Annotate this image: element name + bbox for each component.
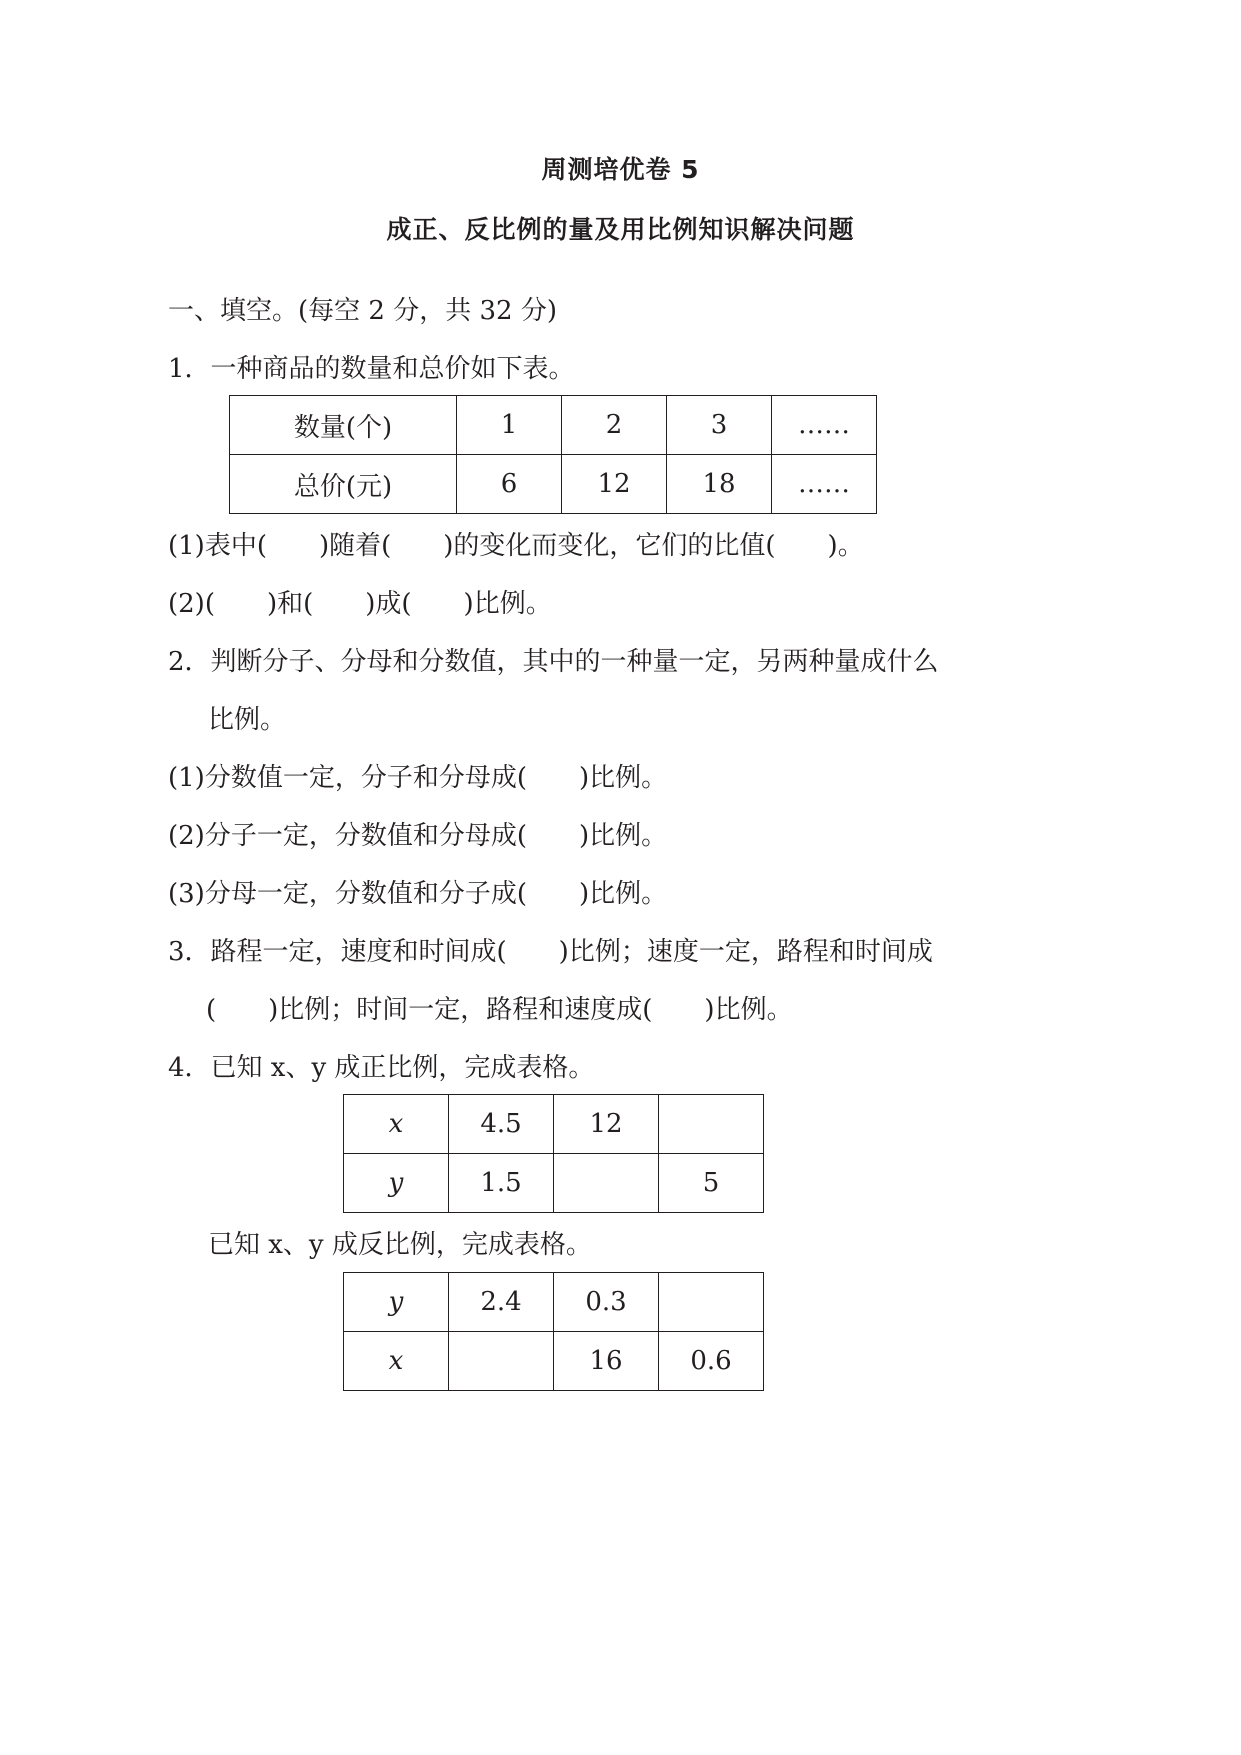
table-cell: x	[344, 1332, 449, 1391]
table-cell: 3	[667, 396, 772, 455]
question-2-sub-2: (2)分子一定，分数值和分母成( )比例。	[168, 821, 668, 851]
table-cell: 1	[457, 396, 562, 455]
question-1-sub-1: (1)表中( )随着( )的变化而变化，它们的比值( )。	[168, 531, 864, 561]
question-1-text: 1．一种商品的数量和总价如下表。	[168, 354, 575, 384]
page-title: 周测培优卷 5	[541, 155, 700, 184]
inverse-proportion-table	[343, 1272, 764, 1391]
table-cell: x	[344, 1095, 449, 1154]
table-cell: ……	[772, 396, 877, 455]
table-cell: 2.4	[449, 1273, 554, 1332]
table-cell: 16	[554, 1332, 659, 1391]
table-cell: 12	[554, 1095, 659, 1154]
table-cell: 2	[562, 396, 667, 455]
table-cell: 数量(个)	[230, 396, 457, 455]
table-cell: 4.5	[449, 1095, 554, 1154]
direct-proportion-table	[343, 1094, 764, 1213]
question-2-sub-1: (1)分数值一定，分子和分母成( )比例。	[168, 763, 668, 793]
table-cell	[554, 1154, 659, 1213]
table-cell: 0.3	[554, 1273, 659, 1332]
table-cell: 12	[562, 455, 667, 514]
table-row	[230, 455, 877, 514]
table-cell: 6	[457, 455, 562, 514]
question-4-text-2: 已知 x、y 成反比例，完成表格。	[208, 1230, 592, 1260]
table-cell	[449, 1332, 554, 1391]
table-row	[344, 1154, 764, 1213]
question-2-sub-3: (3)分母一定，分数值和分子成( )比例。	[168, 879, 668, 909]
question-1-sub-2: (2)( )和( )成( )比例。	[168, 589, 552, 619]
table-cell: 0.6	[659, 1332, 764, 1391]
table-row	[344, 1332, 764, 1391]
table-cell: 总价(元)	[230, 455, 457, 514]
question-2-text-cont: 比例。	[208, 705, 287, 735]
section-heading: 一、填空。(每空 2 分，共 32 分)	[168, 296, 557, 326]
table-cell: 18	[667, 455, 772, 514]
table-cell	[659, 1095, 764, 1154]
table-cell	[659, 1273, 764, 1332]
question-3-text: 3．路程一定，速度和时间成( )比例；速度一定，路程和时间成	[168, 937, 933, 967]
table-row	[344, 1273, 764, 1332]
page-subtitle: 成正、反比例的量及用比例知识解决问题	[386, 215, 855, 244]
question-3-text-cont: ( )比例；时间一定，路程和速度成( )比例。	[206, 995, 793, 1025]
table-row	[230, 396, 877, 455]
question-2-text: 2．判断分子、分母和分数值，其中的一种量一定，另两种量成什么	[168, 647, 939, 677]
table-cell: 5	[659, 1154, 764, 1213]
table-cell: ……	[772, 455, 877, 514]
table-row	[344, 1095, 764, 1154]
table-cell: y	[344, 1154, 449, 1213]
question-4-text: 4．已知 x、y 成正比例，完成表格。	[168, 1053, 595, 1083]
quantity-price-table	[229, 395, 877, 514]
table-cell: 1.5	[449, 1154, 554, 1213]
table-cell: y	[344, 1273, 449, 1332]
